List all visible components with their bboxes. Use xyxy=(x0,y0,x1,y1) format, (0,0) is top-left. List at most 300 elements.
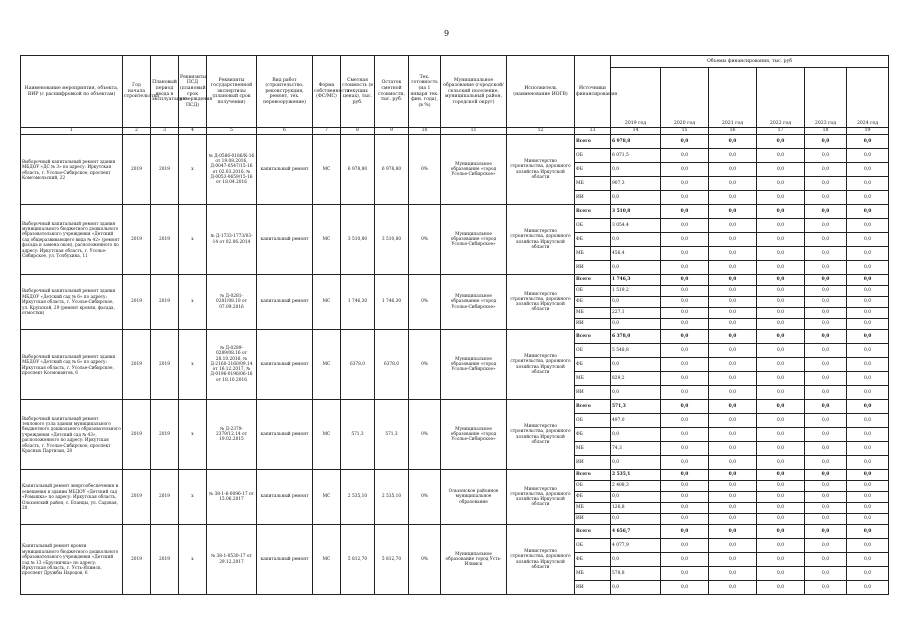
funding-amount: 6 978,8 xyxy=(611,135,661,149)
funding-amount: 0,0 xyxy=(805,525,847,539)
funding-amount: 0,0 xyxy=(611,163,661,177)
project-start-year: 2019 xyxy=(123,135,151,205)
funding-amount: 0,0 xyxy=(709,233,757,247)
funding-amount: 0,0 xyxy=(847,442,889,456)
funding-amount: 0,0 xyxy=(847,308,889,319)
project-name: Выборочный капитальный ремонт здания МБДОУ «Детский сад № 6» по адресу: Иркутская область, г. Усолье-Сибирское, ул. Крупской, 29 (ремонт кровли, фасада, отмостки) xyxy=(21,275,123,330)
funding-amount: 0,0 xyxy=(805,205,847,219)
funding-source: Всего xyxy=(575,400,611,414)
funding-amount: 0,0 xyxy=(661,308,709,319)
project-commission-period: 2019 xyxy=(151,275,179,330)
header-year: 2023 год xyxy=(805,68,847,128)
column-number: 19 xyxy=(847,128,889,135)
funding-amount: 0,0 xyxy=(611,358,661,372)
project-municipality: Муниципальное образование «город Усолье-Сибирское» xyxy=(441,400,507,470)
funding-amount: 0,0 xyxy=(805,344,847,358)
funding-source: ФБ xyxy=(575,297,611,308)
project-psd: х xyxy=(179,525,207,595)
funding-amount: 0,0 xyxy=(661,247,709,261)
funding-amount: 0,0 xyxy=(847,414,889,428)
funding-source: ИИ xyxy=(575,261,611,275)
column-number: 3 xyxy=(151,128,179,135)
funding-amount: 0,0 xyxy=(847,470,889,481)
funding-source: ОБ xyxy=(575,481,611,492)
funding-amount: 0,0 xyxy=(847,319,889,330)
project-name: Выборочный капитальный ремонт теплового узла здания муниципального бюджетного дошкольного образовательного учреждения «Детский сад № 43», расположенного по адресу: Иркутская область, г. Усолье-Сибирское, проспект Красных Партизан, 28 xyxy=(21,400,123,470)
funding-amount: 0,0 xyxy=(805,135,847,149)
funding-amount: 4 077,9 xyxy=(611,539,661,553)
project-executor: Министерство строительства, дорожного хозяйства Иркутской области xyxy=(507,400,575,470)
funding-amount: 0,0 xyxy=(847,567,889,581)
funding-amount: 0,0 xyxy=(757,177,805,191)
funding-source: Всего xyxy=(575,470,611,481)
column-number: 17 xyxy=(757,128,805,135)
project-start-year: 2019 xyxy=(123,400,151,470)
funding-source: МБ xyxy=(575,247,611,261)
funding-amount: 829,2 xyxy=(611,372,661,386)
funding-source: ИИ xyxy=(575,581,611,595)
funding-amount: 0,0 xyxy=(847,261,889,275)
funding-amount: 0,0 xyxy=(847,247,889,261)
funding-amount: 0,0 xyxy=(757,428,805,442)
funding-amount: 0,0 xyxy=(661,581,709,595)
header-start-year: Год начала строительства xyxy=(123,56,151,128)
funding-amount: 0,0 xyxy=(661,414,709,428)
funding-amount: 0,0 xyxy=(611,261,661,275)
funding-amount: 0,0 xyxy=(757,503,805,514)
project-ownership: МС xyxy=(313,135,341,205)
funding-amount: 0,0 xyxy=(661,344,709,358)
funding-amount: 0,0 xyxy=(661,163,709,177)
project-estimated-cost: 6378,0 xyxy=(341,330,375,400)
funding-amount: 0,0 xyxy=(805,219,847,233)
funding-amount: 2 535,1 xyxy=(611,470,661,481)
funding-amount: 0,0 xyxy=(709,149,757,163)
funding-amount: 0,0 xyxy=(847,297,889,308)
funding-source: Всего xyxy=(575,205,611,219)
project-work-type: капитальный ремонт xyxy=(257,275,313,330)
column-number: 8 xyxy=(341,128,375,135)
header-year: 2024 год xyxy=(847,68,889,128)
header-ownership: Форма собственности (ФС/МС) xyxy=(313,56,341,128)
funding-amount: 0,0 xyxy=(757,135,805,149)
funding-amount: 0,0 xyxy=(757,553,805,567)
table-row xyxy=(21,205,889,219)
project-municipality: Ольхонское районное муниципальное образование xyxy=(441,470,507,525)
project-name: Капитальный ремонт кровли муниципального бюджетного дошкольного образовательного учреждения «Детский сад № 13 «Брусничка» по адресу: Иркутская область, г. Усть-Илимск, проспект Дружбы Народов, 6 xyxy=(21,525,123,595)
funding-amount: 1 519,2 xyxy=(611,286,661,297)
funding-amount: 0,0 xyxy=(805,386,847,400)
funding-source: МБ xyxy=(575,177,611,191)
funding-source: ФБ xyxy=(575,492,611,503)
funding-amount: 0,0 xyxy=(805,400,847,414)
funding-amount: 0,0 xyxy=(847,503,889,514)
project-executor: Министерство строительства, дорожного хозяйства Иркутской области xyxy=(507,135,575,205)
funding-amount: 0,0 xyxy=(709,177,757,191)
funding-amount: 578,8 xyxy=(611,567,661,581)
project-readiness: 0% xyxy=(409,135,441,205)
funding-amount: 0,0 xyxy=(611,456,661,470)
table-row xyxy=(21,330,889,344)
funding-amount: 0,0 xyxy=(709,344,757,358)
project-ownership: МС xyxy=(313,525,341,595)
funding-source: ИИ xyxy=(575,191,611,205)
funding-amount: 0,0 xyxy=(661,233,709,247)
funding-amount: 0,0 xyxy=(709,525,757,539)
funding-amount: 0,0 xyxy=(611,319,661,330)
project-estimated-cost: 3 510,80 xyxy=(341,205,375,275)
column-number: 4 xyxy=(179,128,207,135)
project-psd: х xyxy=(179,400,207,470)
project-expertise: № 38-1-6-0096-17 от 15.06.2017 xyxy=(207,470,257,525)
funding-amount: 0,0 xyxy=(805,372,847,386)
funding-amount: 0,0 xyxy=(757,470,805,481)
funding-amount: 0,0 xyxy=(709,514,757,525)
project-commission-period: 2019 xyxy=(151,470,179,525)
project-work-type: капитальный ремонт xyxy=(257,400,313,470)
project-executor: Министерство строительства, дорожного хозяйства Иркутской области xyxy=(507,275,575,330)
funding-amount: 0,0 xyxy=(709,442,757,456)
header-name: Наименование мероприятия, объекта, ВИР (с расшифровкой по объектам) xyxy=(21,56,123,128)
project-ownership: МС xyxy=(313,330,341,400)
header-municipality: Муниципальное образование (городской/сельский поселение, муниципальный район, городской округ) xyxy=(441,56,507,128)
funding-amount: 0,0 xyxy=(847,514,889,525)
project-municipality: Муниципальное образование «город Усолье-Сибирское» xyxy=(441,135,507,205)
funding-source: ОБ xyxy=(575,149,611,163)
funding-amount: 0,0 xyxy=(709,553,757,567)
funding-source: Всего xyxy=(575,275,611,286)
funding-amount: 0,0 xyxy=(805,308,847,319)
project-ownership: МС xyxy=(313,275,341,330)
funding-amount: 0,0 xyxy=(757,261,805,275)
funding-amount: 0,0 xyxy=(661,319,709,330)
funding-amount: 0,0 xyxy=(847,330,889,344)
table-row xyxy=(21,275,889,286)
funding-amount: 0,0 xyxy=(805,442,847,456)
funding-amount: 0,0 xyxy=(757,400,805,414)
funding-amount: 0,0 xyxy=(661,456,709,470)
funding-amount: 6 378,0 xyxy=(611,330,661,344)
funding-amount: 0,0 xyxy=(805,567,847,581)
funding-amount: 0,0 xyxy=(805,261,847,275)
funding-amount: 0,0 xyxy=(805,330,847,344)
funding-source: ИИ xyxy=(575,319,611,330)
funding-amount: 0,0 xyxy=(805,456,847,470)
project-ownership: МС xyxy=(313,470,341,525)
project-start-year: 2019 xyxy=(123,275,151,330)
funding-source: ОБ xyxy=(575,414,611,428)
funding-amount: 0,0 xyxy=(847,233,889,247)
funding-amount: 0,0 xyxy=(847,386,889,400)
funding-amount: 0,0 xyxy=(847,135,889,149)
funding-amount: 0,0 xyxy=(661,492,709,503)
project-name: Выборочный капитальный ремонт здания МБДОУ «ДС № 3» по адресу: Иркутская область, г. Усолье-Сибирское, проспект Комсомольский, 22 xyxy=(21,135,123,205)
funding-amount: 0,0 xyxy=(757,414,805,428)
funding-amount: 0,0 xyxy=(611,233,661,247)
table-row xyxy=(21,135,889,149)
project-remaining-cost: 571,3 xyxy=(375,400,409,470)
funding-source: ОБ xyxy=(575,539,611,553)
project-commission-period: 2019 xyxy=(151,400,179,470)
funding-amount: 0,0 xyxy=(611,553,661,567)
funding-amount: 0,0 xyxy=(611,191,661,205)
project-name: Выборочный капитальный ремонт здания муниципального бюджетного дошкольного образовательного учреждения «Детский сад общеразвивающего вида № 42» (ремонт фасада и замена окон), расположенного по адресу: Иркутская область, г. Усолье-Сибирское, ул. Толбухина, 11 xyxy=(21,205,123,275)
funding-source: ИИ xyxy=(575,386,611,400)
funding-amount: 0,0 xyxy=(805,581,847,595)
funding-amount: 0,0 xyxy=(757,525,805,539)
project-estimated-cost: 571,3 xyxy=(341,400,375,470)
funding-source: ФБ xyxy=(575,358,611,372)
funding-amount: 0,0 xyxy=(661,177,709,191)
funding-amount: 0,0 xyxy=(709,503,757,514)
funding-amount: 0,0 xyxy=(757,330,805,344)
project-readiness: 0% xyxy=(409,470,441,525)
project-ownership: МС xyxy=(313,400,341,470)
funding-amount: 0,0 xyxy=(847,286,889,297)
funding-amount: 0,0 xyxy=(709,400,757,414)
funding-amount: 0,0 xyxy=(661,525,709,539)
project-ownership: МС xyxy=(313,205,341,275)
funding-amount: 0,0 xyxy=(847,344,889,358)
project-readiness: 0% xyxy=(409,275,441,330)
funding-amount: 0,0 xyxy=(805,247,847,261)
funding-source: ФБ xyxy=(575,553,611,567)
funding-amount: 0,0 xyxy=(805,428,847,442)
funding-source: ОБ xyxy=(575,286,611,297)
funding-amount: 0,0 xyxy=(709,539,757,553)
funding-amount: 0,0 xyxy=(757,233,805,247)
funding-amount: 0,0 xyxy=(805,191,847,205)
project-municipality: Муниципальное образование «город Усолье-Сибирское» xyxy=(441,275,507,330)
project-expertise: № Д-0289-0289/08.16 от 28.10.2016, № Д-2160-2160/09.14 от 16.12.2017, № Д-0196-0196/06-16 от 18.10.2016 xyxy=(207,330,257,400)
funding-amount: 0,0 xyxy=(847,525,889,539)
project-psd: х xyxy=(179,275,207,330)
page-number: 9 xyxy=(444,29,450,38)
funding-amount: 0,0 xyxy=(757,286,805,297)
project-commission-period: 2019 xyxy=(151,330,179,400)
funding-amount: 0,0 xyxy=(757,319,805,330)
funding-source: ФБ xyxy=(575,428,611,442)
funding-amount: 0,0 xyxy=(757,581,805,595)
project-commission-period: 2019 xyxy=(151,135,179,205)
project-expertise: № Д-2379-2379/12.14 от 19.02.2015 xyxy=(207,400,257,470)
column-number: 12 xyxy=(507,128,575,135)
funding-amount: 0,0 xyxy=(847,428,889,442)
header-financing: Объемы финансирования, тыс. руб xyxy=(611,56,889,68)
funding-amount: 0,0 xyxy=(757,219,805,233)
funding-amount: 0,0 xyxy=(757,456,805,470)
funding-amount: 0,0 xyxy=(847,456,889,470)
funding-amount: 0,0 xyxy=(661,442,709,456)
funding-amount: 0,0 xyxy=(709,567,757,581)
column-number: 6 xyxy=(257,128,313,135)
funding-source: ФБ xyxy=(575,233,611,247)
project-expertise: № 38-1-0530-17 от 29.12.2017 xyxy=(207,525,257,595)
funding-amount: 0,0 xyxy=(757,442,805,456)
funding-amount: 0,0 xyxy=(805,177,847,191)
table-row xyxy=(21,400,889,414)
project-estimated-cost: 2 535,10 xyxy=(341,470,375,525)
column-number: 14 xyxy=(611,128,661,135)
header-readiness: Тех. готовность (на 1 января тек. фин. года), (в %) xyxy=(409,56,441,128)
funding-amount: 0,0 xyxy=(757,163,805,177)
funding-amount: 227,1 xyxy=(611,308,661,319)
project-readiness: 0% xyxy=(409,525,441,595)
funding-amount: 0,0 xyxy=(805,358,847,372)
funding-amount: 0,0 xyxy=(805,275,847,286)
funding-amount: 0,0 xyxy=(709,308,757,319)
funding-source: ИИ xyxy=(575,456,611,470)
funding-amount: 456,4 xyxy=(611,247,661,261)
project-start-year: 2019 xyxy=(123,330,151,400)
funding-amount: 0,0 xyxy=(805,319,847,330)
project-work-type: капитальный ремонт xyxy=(257,205,313,275)
funding-source: Всего xyxy=(575,525,611,539)
funding-amount: 0,0 xyxy=(757,275,805,286)
funding-amount: 0,0 xyxy=(661,470,709,481)
project-estimated-cost: 6 978,80 xyxy=(341,135,375,205)
funding-amount: 0,0 xyxy=(805,297,847,308)
funding-source: Всего xyxy=(575,330,611,344)
funding-amount: 5 548,8 xyxy=(611,344,661,358)
project-estimated-cost: 5 812,70 xyxy=(341,525,375,595)
funding-amount: 0,0 xyxy=(661,400,709,414)
funding-amount: 0,0 xyxy=(709,428,757,442)
funding-amount: 0,0 xyxy=(611,514,661,525)
funding-amount: 0,0 xyxy=(805,481,847,492)
column-number: 9 xyxy=(375,128,409,135)
funding-amount: 0,0 xyxy=(805,492,847,503)
funding-amount: 0,0 xyxy=(709,386,757,400)
project-executor: Министерство строительства, дорожного хозяйства Иркутской области xyxy=(507,330,575,400)
funding-amount: 0,0 xyxy=(757,191,805,205)
funding-amount: 0,0 xyxy=(709,247,757,261)
funding-amount: 0,0 xyxy=(805,414,847,428)
funding-amount: 0,0 xyxy=(805,514,847,525)
column-number: 2 xyxy=(123,128,151,135)
funding-amount: 0,0 xyxy=(757,297,805,308)
header-year: 2019 год xyxy=(611,68,661,128)
funding-amount: 0,0 xyxy=(709,581,757,595)
funding-amount: 0,0 xyxy=(805,233,847,247)
funding-amount: 0,0 xyxy=(661,275,709,286)
header-year: 2022 год xyxy=(757,68,805,128)
financing-table xyxy=(20,55,889,595)
project-municipality: Муниципальное образование «город Усолье-Сибирское» xyxy=(441,205,507,275)
project-expertise: № Д-1733-1773/03-14 от 02.06.2014 xyxy=(207,205,257,275)
project-start-year: 2019 xyxy=(123,470,151,525)
header-work-type: Вид работ (строительство, реконструкция, ремонт, тех. перевооружение) xyxy=(257,56,313,128)
funding-amount: 0,0 xyxy=(847,163,889,177)
project-readiness: 0% xyxy=(409,205,441,275)
project-start-year: 2019 xyxy=(123,525,151,595)
funding-amount: 0,0 xyxy=(847,553,889,567)
funding-amount: 0,0 xyxy=(709,372,757,386)
project-remaining-cost: 3 510,80 xyxy=(375,205,409,275)
funding-amount: 0,0 xyxy=(611,297,661,308)
funding-amount: 0,0 xyxy=(661,330,709,344)
funding-amount: 4 656,7 xyxy=(611,525,661,539)
project-psd: х xyxy=(179,205,207,275)
funding-amount: 0,0 xyxy=(757,514,805,525)
funding-amount: 0,0 xyxy=(805,553,847,567)
funding-amount: 0,0 xyxy=(709,261,757,275)
funding-source: МБ xyxy=(575,503,611,514)
funding-amount: 0,0 xyxy=(709,330,757,344)
funding-amount: 0,0 xyxy=(757,358,805,372)
funding-amount: 0,0 xyxy=(757,247,805,261)
funding-amount: 0,0 xyxy=(757,372,805,386)
funding-amount: 0,0 xyxy=(661,386,709,400)
funding-amount: 0,0 xyxy=(709,481,757,492)
funding-amount: 0,0 xyxy=(611,492,661,503)
funding-amount: 0,0 xyxy=(757,567,805,581)
project-readiness: 0% xyxy=(409,330,441,400)
funding-amount: 0,0 xyxy=(661,219,709,233)
project-expertise: № Д-0586-0186/К-16 от 19.08.2016, Д-0047-0547/15-16 от 02.03.2016, № Д-0053-0659/15-16 от 18.04.2016 xyxy=(207,135,257,205)
project-estimated-cost: 1 746,30 xyxy=(341,275,375,330)
funding-amount: 0,0 xyxy=(661,297,709,308)
project-work-type: капитальный ремонт xyxy=(257,470,313,525)
column-number: 11 xyxy=(441,128,507,135)
project-executor: Министерство строительства, дорожного хозяйства Иркутской области xyxy=(507,470,575,525)
funding-amount: 0,0 xyxy=(757,344,805,358)
funding-amount: 0,0 xyxy=(757,205,805,219)
funding-amount: 0,0 xyxy=(661,358,709,372)
funding-amount: 0,0 xyxy=(709,358,757,372)
funding-amount: 0,0 xyxy=(757,539,805,553)
funding-amount: 0,0 xyxy=(611,428,661,442)
funding-amount: 0,0 xyxy=(661,503,709,514)
funding-amount: 0,0 xyxy=(847,581,889,595)
funding-amount: 0,0 xyxy=(661,149,709,163)
funding-amount: 0,0 xyxy=(847,481,889,492)
header-psd: Реквизиты ПСД (плановый срок утверждения ПСД) xyxy=(179,56,207,128)
column-number: 16 xyxy=(709,128,757,135)
funding-amount: 0,0 xyxy=(757,481,805,492)
funding-amount: 3 510,8 xyxy=(611,205,661,219)
project-remaining-cost: 5 812,70 xyxy=(375,525,409,595)
project-executor: Министерство строительства, дорожного хозяйства Иркутской области xyxy=(507,205,575,275)
funding-amount: 0,0 xyxy=(611,581,661,595)
funding-amount: 0,0 xyxy=(709,492,757,503)
project-municipality: Муниципальное образование «город Усолье-Сибирское» xyxy=(441,330,507,400)
funding-amount: 0,0 xyxy=(709,470,757,481)
funding-amount: 0,0 xyxy=(709,319,757,330)
funding-amount: 0,0 xyxy=(709,297,757,308)
funding-amount: 0,0 xyxy=(661,135,709,149)
header-year: 2021 год xyxy=(709,68,757,128)
funding-amount: 0,0 xyxy=(847,191,889,205)
funding-amount: 0,0 xyxy=(847,539,889,553)
column-number: 15 xyxy=(661,128,709,135)
funding-amount: 0,0 xyxy=(661,261,709,275)
funding-amount: 0,0 xyxy=(661,428,709,442)
funding-amount: 0,0 xyxy=(709,286,757,297)
table-row xyxy=(21,525,889,539)
funding-amount: 0,0 xyxy=(847,372,889,386)
project-name: Выборочный капитальный ремонт здания МБДОУ «Детский сад № 6» по адресу: Иркутская область, г. Усолье-Сибирское, проспект Космонавтов, 6 xyxy=(21,330,123,400)
column-number: 13 xyxy=(575,128,611,135)
project-remaining-cost: 1 746,30 xyxy=(375,275,409,330)
header-executor: Исполнитель (наименование ИОГВ) xyxy=(507,56,575,128)
funding-amount: 0,0 xyxy=(805,539,847,553)
funding-amount: 74,3 xyxy=(611,442,661,456)
project-expertise: № Д-0281-0281/08.10 от 07.09.2016 xyxy=(207,275,257,330)
column-number: 18 xyxy=(805,128,847,135)
funding-amount: 0,0 xyxy=(847,149,889,163)
funding-amount: 0,0 xyxy=(847,275,889,286)
